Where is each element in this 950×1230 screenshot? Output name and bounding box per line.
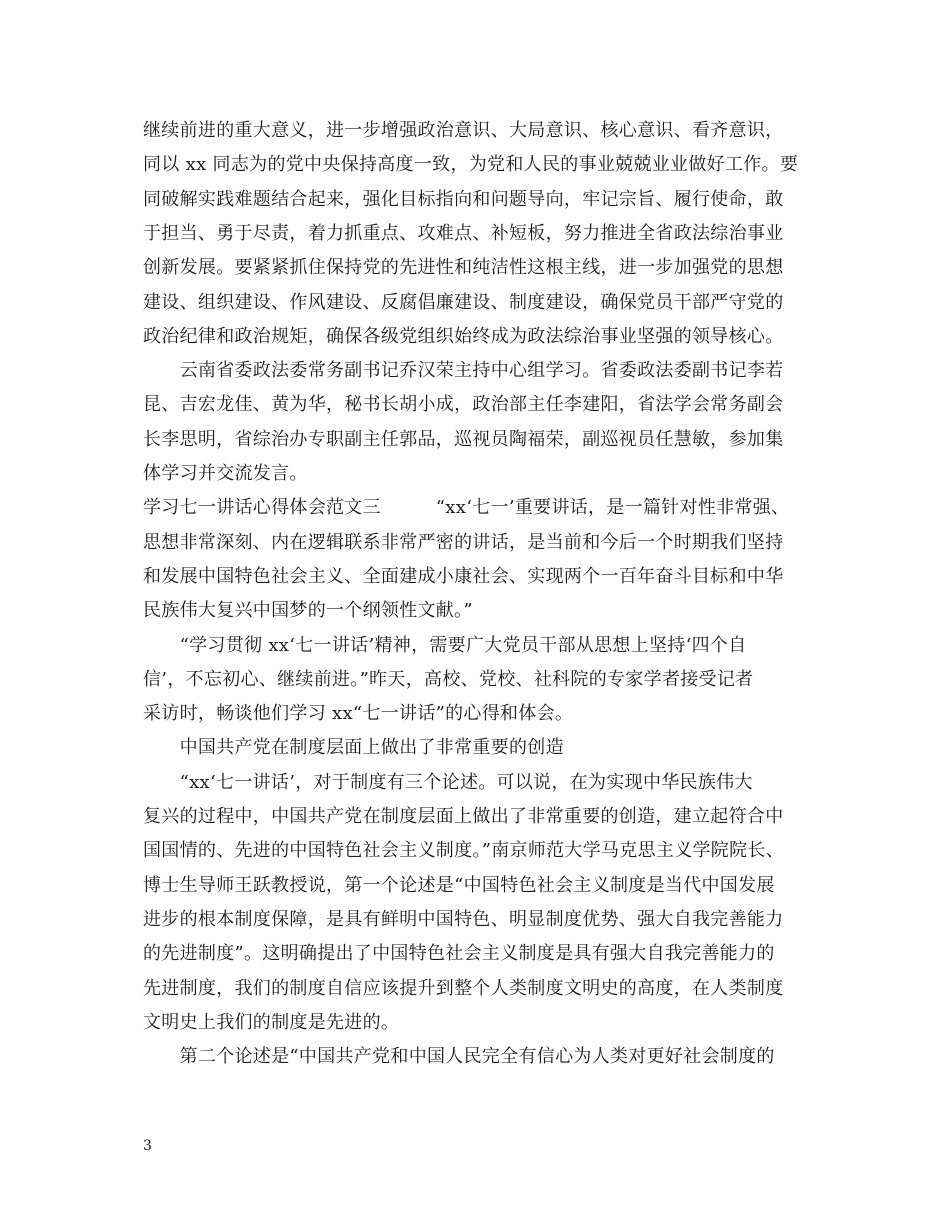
text-line: 民族伟大复兴中国梦的一个纲领性文献。” xyxy=(143,600,473,622)
text-line: 中国共产党在制度层面上做出了非常重要的创造 xyxy=(143,737,564,759)
text-line: “学习贯彻 xx‘七一讲话’精神，需要广大党员干部从思想上坚持‘四个自 xyxy=(143,634,747,656)
text-line: 进步的根本制度保障，是具有鲜明中国特色、明显制度优势、强大自我完善能力 xyxy=(143,908,784,930)
text-line: 云南省委政法委常务副书记乔汉荣主持中心组学习。省委政法委副书记李若 xyxy=(143,360,784,382)
page-number: 3 xyxy=(143,1138,152,1154)
text-line: 采访时，畅谈他们学习 xx“七一讲话”的心得和体会。 xyxy=(143,703,574,725)
text-line: 第二个论述是“中国共产党和中国人民完全有信心为人类对更好社会制度的 xyxy=(143,1046,775,1068)
text-line: 继续前进的重大意义，进一步增强政治意识、大局意识、核心意识、看齐意识， xyxy=(143,120,784,141)
text-line: 体学习并交流发言。 xyxy=(143,463,308,484)
text-line: 先进制度，我们的制度自信应该提升到整个人类制度文明史的高度，在人类制度 xyxy=(143,977,784,999)
text-line: “xx‘七一讲话’，对于制度有三个论述。可以说，在为实现中华民族伟大 xyxy=(143,771,753,793)
text-line: 建设、组织建设、作风建设、反腐倡廉建设、制度建设，确保党员干部严守党的 xyxy=(143,291,784,313)
text-line: 的先进制度”。这明确提出了中国特色社会主义制度是具有强大自我完善能力的 xyxy=(143,943,775,965)
text-line: 昆、吉宏龙佳、黄为华，秘书长胡小成，政治部主任李建阳，省法学会常务副会 xyxy=(143,394,784,416)
text-line: 信’，不忘初心、继续前进。”昨天，高校、党校、社科院的专家学者接受记者 xyxy=(143,668,754,690)
text-line: 学习七一讲话心得体会范文三 “xx‘七一’重要讲话，是一篇针对性非常强、 xyxy=(143,497,790,519)
text-line: 复兴的过程中，中国共产党在制度层面上做出了非常重要的创造，建立起符合中 xyxy=(143,806,784,827)
text-line: 思想非常深刻、内在逻辑联系非常严密的讲话，是当前和今后一个时期我们坚持 xyxy=(143,531,784,553)
text-line: 同破解实践难题结合起来，强化目标指向和问题导向，牢记宗旨、履行使命，敢 xyxy=(143,188,784,210)
text-line: 文明史上我们的制度是先进的。 xyxy=(143,1011,400,1033)
text-line: 长李思明，省综治办专职副主任郭品，巡视员陶福荣，副巡视员任慧敏，参加集 xyxy=(143,428,784,450)
text-line: 政治纪律和政治规矩，确保各级党组织始终成为政法综治事业坚强的领导核心。 xyxy=(143,325,784,347)
text-line: 博士生导师王跃教授说，第一个论述是“中国特色社会主义制度是当代中国发展 xyxy=(143,874,775,896)
text-line: 和发展中国特色社会主义、全面建成小康社会、实现两个一百年奋斗目标和中华 xyxy=(143,565,784,587)
text-line: 于担当、勇于尽责，着力抓重点、攻难点、补短板，努力推进全省政法综治事业 xyxy=(143,222,784,244)
text-line: 创新发展。要紧紧抓住保持党的先进性和纯洁性这根主线，进一步加强党的思想 xyxy=(143,257,784,279)
text-line: 国国情的、先进的中国特色社会主义制度。”南京师范大学马克思主义学院院长、 xyxy=(143,840,784,862)
text-line: 同以 xx 同志为的党中央保持高度一致，为党和人民的事业兢兢业业做好工作。要 xyxy=(143,154,799,176)
